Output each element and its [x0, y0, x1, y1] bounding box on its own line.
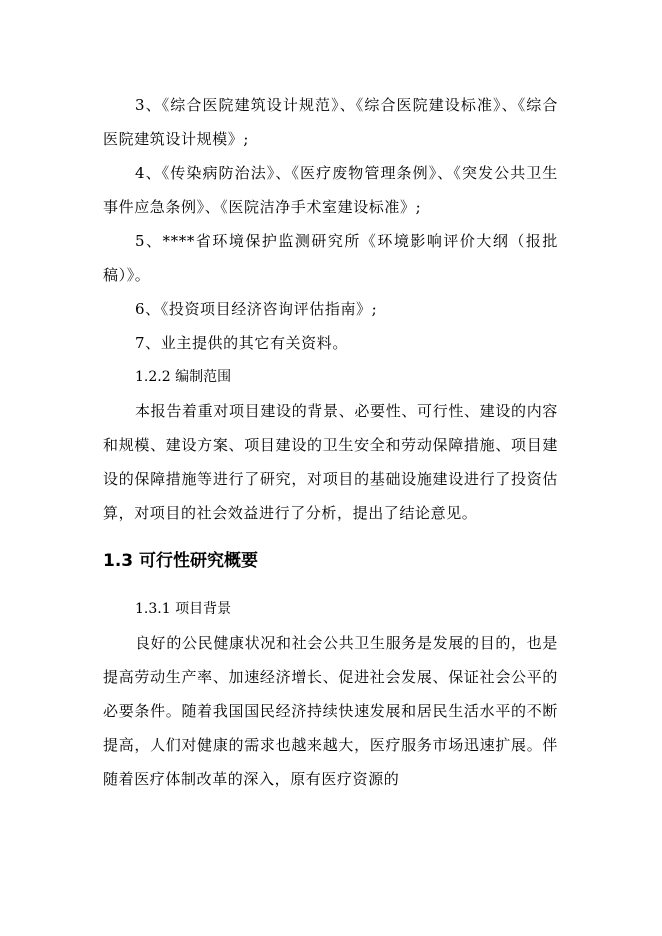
- subsection-body-1-2-2: 本报告着重对项目建设的背景、必要性、可行性、建设的内容和规模、建设方案、项目建设的卫生安全和劳动保障措施、项目建设的保障措施等进行了研究，对项目的基础设施建设进行了投资估算，对项目的社会效益进行了分析，提出了结论意见。: [103, 402, 558, 522]
- reference-item-6: 6、《投资项目经济咨询评估指南》;: [135, 300, 378, 318]
- page-content: [103, 88, 558, 796]
- reference-item-5: 5、****省环境保护监测研究所《环境影响评价大纲（报批稿）》。: [103, 232, 558, 284]
- section-heading-1-3: 1.3 可行性研究概要: [103, 551, 259, 571]
- reference-item-3: 3、《综合医院建筑设计规范》、《综合医院建设标准》、《综合医院建筑设计规模》;: [103, 96, 558, 148]
- subsection-body-1-3-1: 良好的公民健康状况和社会公共卫生服务是发展的目的，也是提高劳动生产率、加速经济增长、促进社会发展、保证社会公平的必要条件。随着我国国民经济持续快速发展和居民生活水平的不断提高，人们对健康的需求也越来越大，医疗服务市场迅速扩展。伴随着医疗体制改革的深入，原有医疗资源的: [103, 634, 558, 788]
- reference-item-4: 4、《传染病防治法》、《医疗废物管理条例》、《突发公共卫生事件应急条例》、《医院洁净手术室建设标准》;: [103, 164, 558, 216]
- subsection-heading-1-2-2: 1.2.2 编制范围: [135, 369, 232, 385]
- subsection-heading-1-3-1: 1.3.1 项目背景: [135, 601, 232, 617]
- reference-item-7: 7、业主提供的其它有关资料。: [135, 334, 348, 352]
